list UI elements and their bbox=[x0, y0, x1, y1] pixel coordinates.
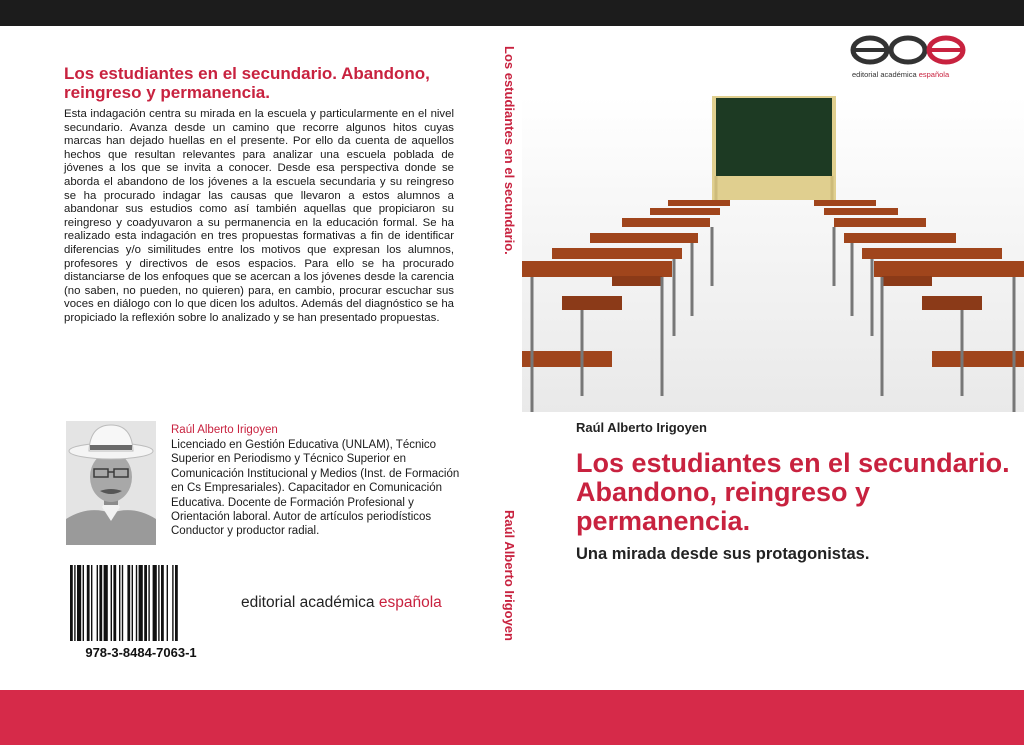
bottom-band bbox=[0, 690, 1024, 745]
publisher-name-back bbox=[241, 594, 442, 612]
barcode-bar bbox=[119, 565, 120, 641]
barcode-bar bbox=[167, 565, 168, 641]
barcode-bar bbox=[153, 565, 157, 641]
barcode-bar bbox=[122, 565, 123, 641]
back-cover-title: Los estudiantes en el secundario. Abandono, reingreso y permanencia. bbox=[64, 64, 430, 102]
front-title: Los estudiantes en el secundario. Abandono, reingreso y permanencia. bbox=[576, 448, 1010, 536]
barcode-bar bbox=[87, 565, 90, 641]
spine-author: Raúl Alberto Irigoyen bbox=[502, 510, 517, 641]
author-bio: Licenciado en Gestión Educativa (UNLAM), Técnico Superior en Periodismo y Técnico Superior en Comunicación Institucional y Medios (Inst. de Formación en Cs Empresariales). Capacitador en Comunicación Educativa. Docente de Formación Profesional y Orientación laboral. Autor de artículos periodísticos Conductor y productor radial. bbox=[171, 439, 460, 538]
back-author-name: Raúl Alberto Irigoyen bbox=[171, 424, 278, 436]
barcode-bar bbox=[113, 565, 116, 641]
barcode-bar bbox=[91, 565, 92, 641]
barcode-bar bbox=[136, 565, 137, 641]
barcode-bar bbox=[111, 565, 112, 641]
cover-image-classroom bbox=[522, 96, 1024, 412]
barcode bbox=[70, 565, 212, 641]
publisher-name-main: editorial académica bbox=[241, 594, 379, 611]
logo-text-main: editorial académica bbox=[852, 70, 919, 79]
barcode-bar bbox=[99, 565, 102, 641]
barcode-bar bbox=[148, 565, 149, 641]
barcode-bar bbox=[97, 565, 98, 641]
barcode-bar bbox=[83, 565, 84, 641]
top-band bbox=[0, 0, 1024, 26]
publisher-logo-text bbox=[852, 70, 949, 79]
spine-title: Los estudiantes en el secundario. bbox=[502, 46, 517, 255]
barcode-bar bbox=[127, 565, 130, 641]
logo-text-accent: española bbox=[918, 70, 950, 79]
barcode-bar bbox=[74, 565, 75, 641]
barcode-bar bbox=[139, 565, 143, 641]
isbn: 978-3-8484-7063-1 bbox=[85, 645, 197, 660]
barcode-bar bbox=[158, 565, 159, 641]
barcode-bar bbox=[70, 565, 73, 641]
barcode-bar bbox=[77, 565, 81, 641]
barcode-bar bbox=[144, 565, 147, 641]
back-cover-blurb: Esta indagación centra su mirada en la escuela y particularmente en el nivel secundario. Avanza desde un camino que recorre algunos hitos cuyas marcas han dejado huellas en el presente. Por ello da cuenta de aquellos hechos que resultan relevantes para analizar una escuela poblada de jóvenes a los que se invita a conocer. Desde esa perspectiva donde se aborda el abandono de los jóvenes a la escuela secundaria y su reingreso se ha procurado indagar las causas que llevaron a estos alumnos a abandonar sus estudios como así también aquellas que propiciaron su reingreso y coadyuvaron a su permanencia en la educación formal. Se ha realizado esta indagación en tres propuestas formativas a fin de identificar diferencias y/o similitudes entre los motivos que expresan los alumnos, profesores y directivos de esos espacios. Para ello se ha procurado distanciarse de los enfoques que se acercan a los jóvenes desde la carencia (no saben, no pueden, no quieren) para, en cambio, procurar escuchar sus voces en diálogo con lo que dicen los adultos. Además del diagnóstico se ha propiciado la reflexión sobre lo analizado y se han presentado propuestas. bbox=[64, 108, 454, 324]
barcode-bar bbox=[104, 565, 108, 641]
barcode-bar bbox=[132, 565, 133, 641]
barcode-bar bbox=[172, 565, 173, 641]
barcode-bar bbox=[161, 565, 164, 641]
front-subtitle: Una mirada desde sus protagonistas. bbox=[576, 545, 870, 563]
barcode-bar bbox=[175, 565, 178, 641]
front-author: Raúl Alberto Irigoyen bbox=[576, 420, 707, 435]
publisher-name-accent: española bbox=[378, 594, 442, 611]
author-photo bbox=[66, 421, 156, 545]
